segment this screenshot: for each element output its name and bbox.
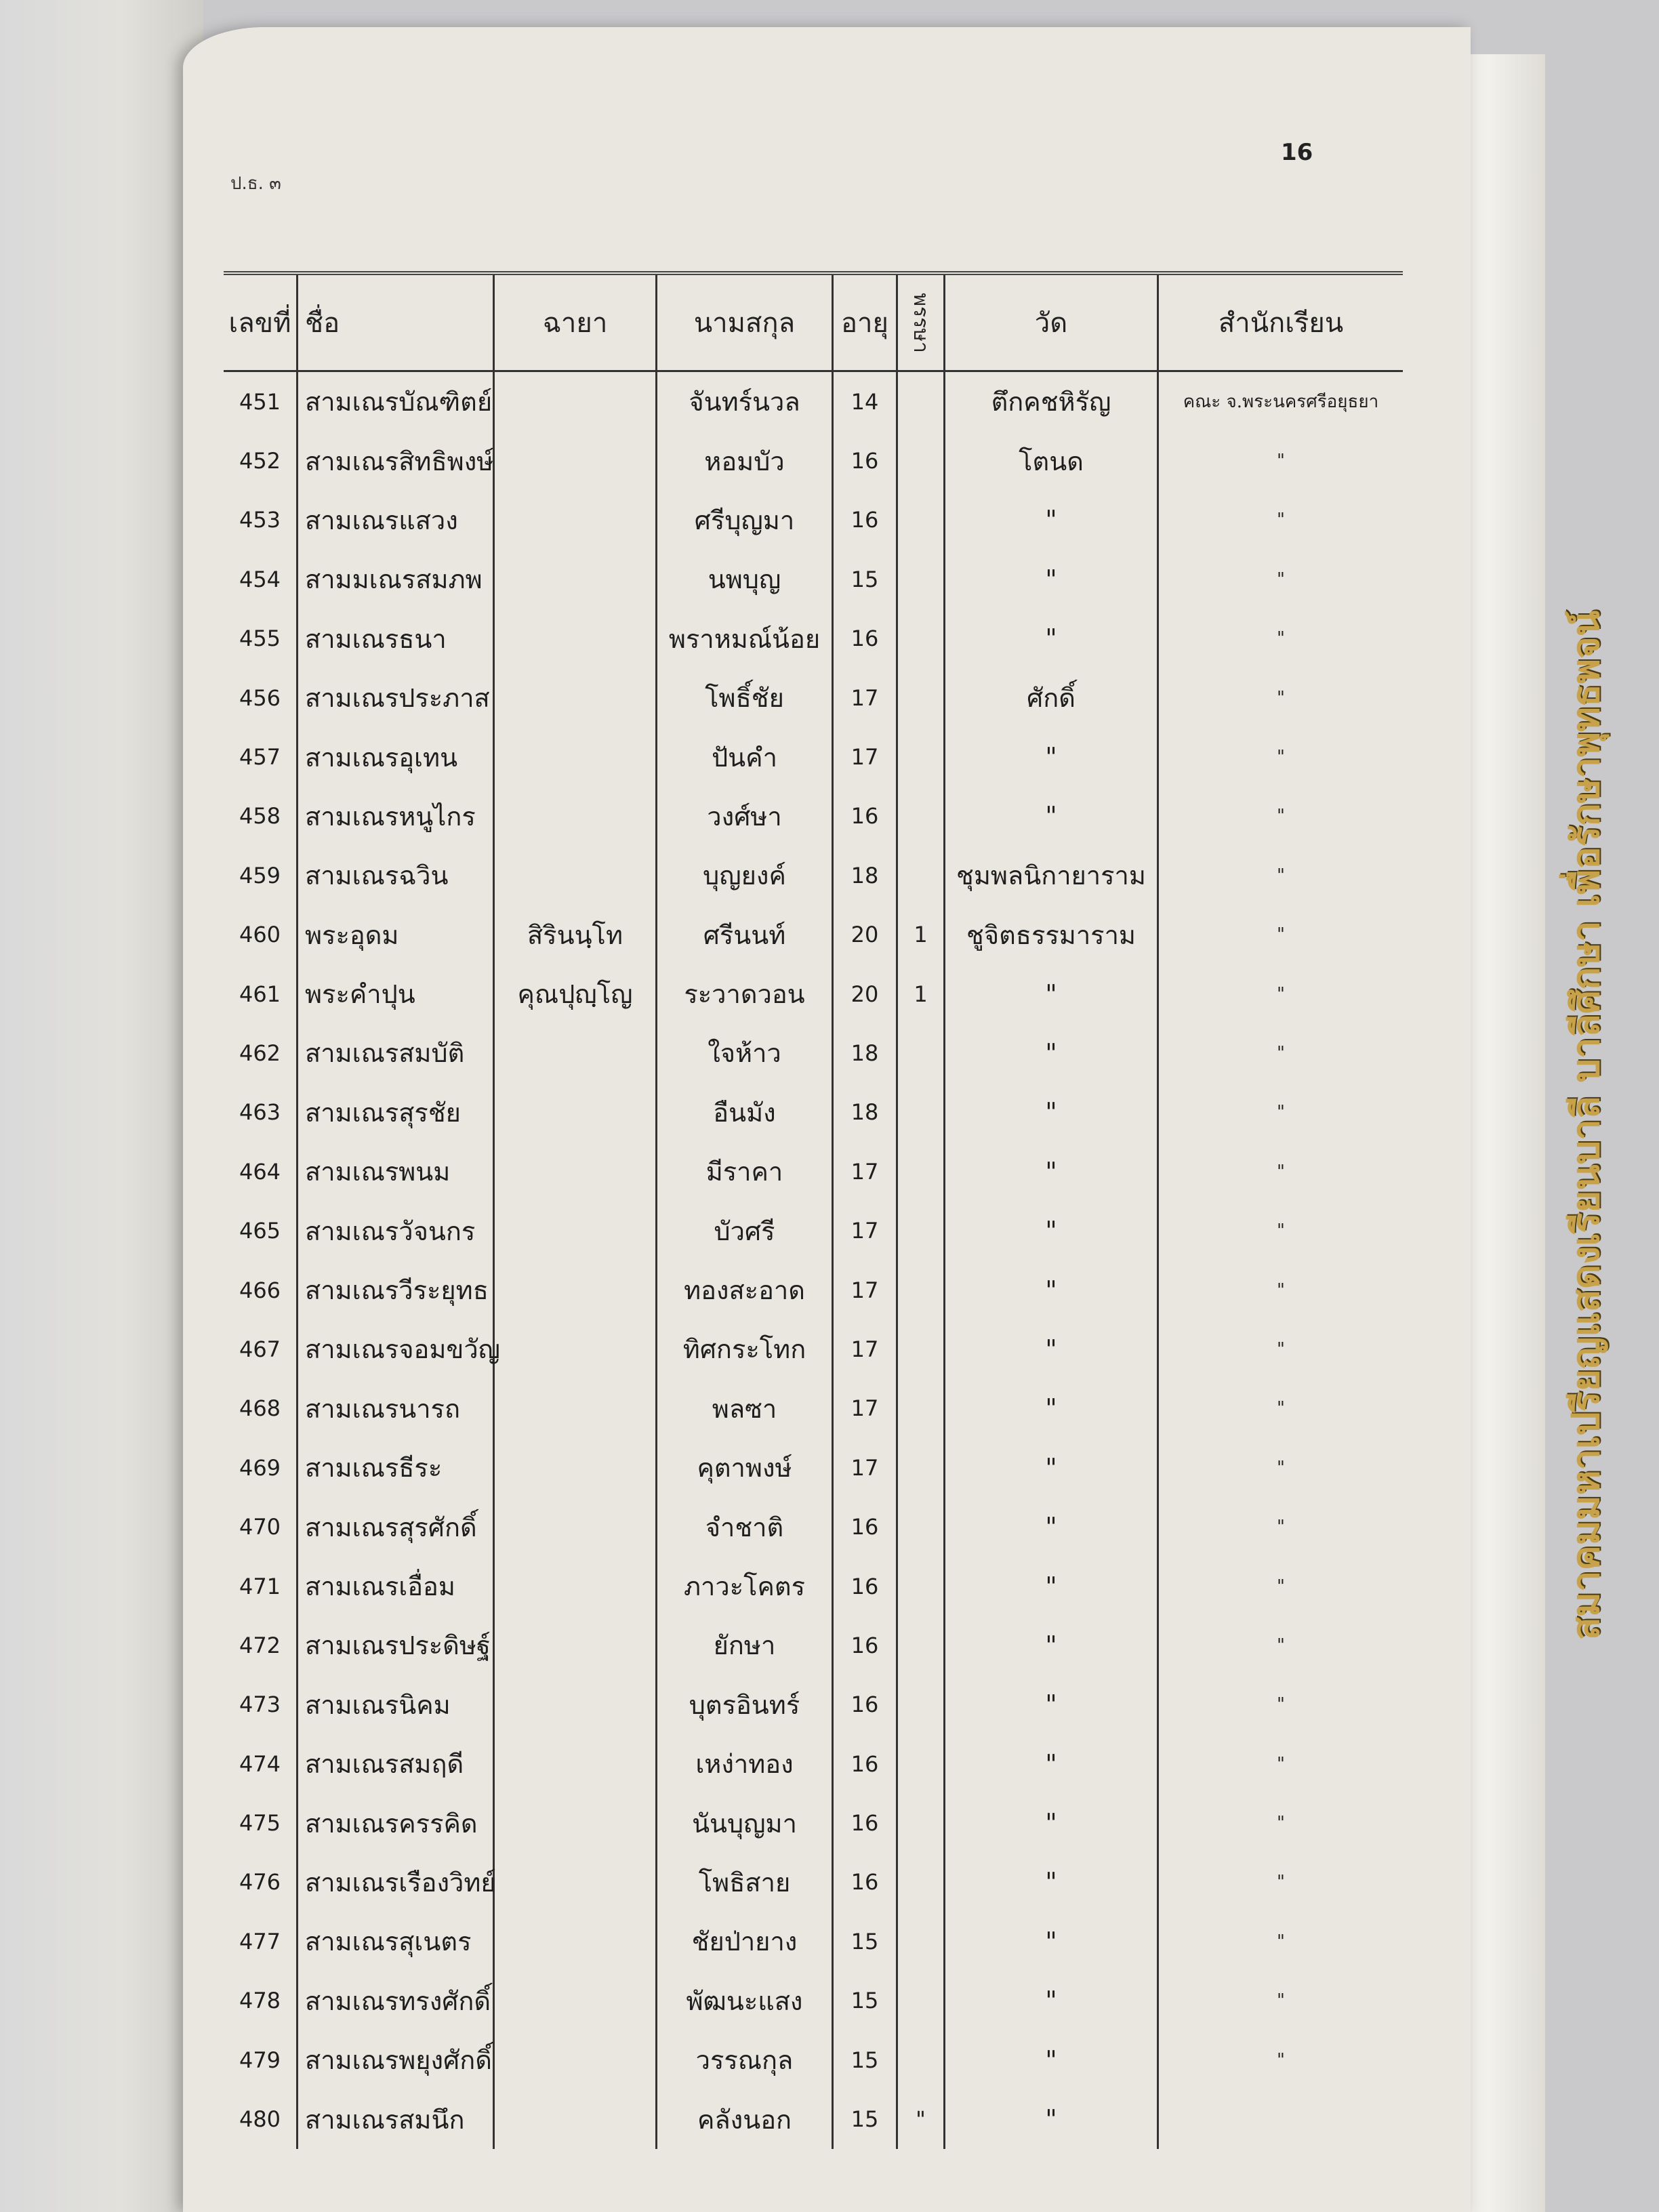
cell-wat: " bbox=[945, 2089, 1159, 2148]
cell-surname: คลังนอก bbox=[657, 2089, 834, 2148]
cell-surname: ระวาดวอน bbox=[657, 964, 834, 1023]
cell-pansa bbox=[898, 1793, 945, 1852]
cell-no: 471 bbox=[224, 1557, 298, 1616]
cell-name: สามเณรนิคม bbox=[298, 1675, 495, 1734]
watermark bbox=[1559, 447, 1613, 1803]
cell-name: สามเณรสมฤดี bbox=[298, 1734, 495, 1793]
cell-chaya bbox=[495, 1083, 657, 1142]
cell-chaya bbox=[495, 1379, 657, 1438]
cell-name: สามเณรนารถ bbox=[298, 1379, 495, 1438]
table-row bbox=[224, 1675, 1403, 1734]
cell-name: สามเณรสุเนตร bbox=[298, 1912, 495, 1971]
cell-school: " bbox=[1277, 1042, 1285, 1063]
cell-chaya bbox=[495, 1201, 657, 1260]
table-row bbox=[224, 846, 1403, 905]
cell-wat: " bbox=[945, 1557, 1159, 1616]
cell-age: 17 bbox=[834, 668, 898, 727]
cell-school: " bbox=[1277, 1694, 1285, 1715]
cell-school: " bbox=[1277, 1338, 1285, 1359]
cell-school: " bbox=[1277, 1576, 1285, 1597]
cell-name: สามเณรสิทธิพงษ์ bbox=[298, 431, 495, 490]
cell-pansa bbox=[898, 1261, 945, 1319]
cell-chaya bbox=[495, 1734, 657, 1793]
left-page bbox=[0, 0, 203, 2212]
table-row bbox=[224, 1083, 1403, 1142]
page-number: 16 bbox=[1281, 139, 1313, 166]
cell-surname: บุตรอินทร์ bbox=[657, 1675, 834, 1734]
cell-surname: ทิศกระโทก bbox=[657, 1319, 834, 1378]
cell-pansa bbox=[898, 1023, 945, 1082]
table-row bbox=[224, 1853, 1403, 1912]
cell-chaya bbox=[495, 846, 657, 905]
cell-chaya bbox=[495, 1912, 657, 1971]
cell-wat: " bbox=[945, 1201, 1159, 1260]
cell-no: 469 bbox=[224, 1438, 298, 1497]
cell-wat: " bbox=[945, 1438, 1159, 1497]
cell-no: 458 bbox=[224, 787, 298, 846]
cell-wat: " bbox=[945, 1023, 1159, 1082]
cell-pansa: 1 bbox=[898, 905, 945, 964]
cell-school: " bbox=[1277, 865, 1285, 886]
cell-age: 15 bbox=[834, 1912, 898, 1971]
cell-surname: จันทร์นวล bbox=[657, 372, 834, 431]
cell-wat: " bbox=[945, 1793, 1159, 1852]
cell-wat: " bbox=[945, 609, 1159, 668]
cell-no: 475 bbox=[224, 1793, 298, 1852]
table-row bbox=[224, 787, 1403, 846]
cell-name: สามเณรพยุงศักดิ์ bbox=[298, 2030, 495, 2089]
table-row bbox=[224, 1971, 1403, 2030]
cell-name: พระอุดม bbox=[298, 905, 495, 964]
cell-surname: ศรีบุญมา bbox=[657, 491, 834, 550]
cell-age: 16 bbox=[834, 1616, 898, 1675]
cell-wat: " bbox=[945, 1971, 1159, 2030]
cell-pansa bbox=[898, 431, 945, 490]
cell-wat: " bbox=[945, 1142, 1159, 1201]
cell-no: 455 bbox=[224, 609, 298, 668]
cell-chaya bbox=[495, 1261, 657, 1319]
cell-no: 463 bbox=[224, 1083, 298, 1142]
cell-age: 20 bbox=[834, 905, 898, 964]
header-no: เลขที่ bbox=[224, 275, 298, 370]
cell-chaya bbox=[495, 550, 657, 609]
table-row bbox=[224, 1142, 1403, 1201]
cell-pansa bbox=[898, 1734, 945, 1793]
cell-surname: ศรีนนท์ bbox=[657, 905, 834, 964]
cell-name: สามเณรประดิษฐ์ bbox=[298, 1616, 495, 1675]
cell-pansa bbox=[898, 1201, 945, 1260]
header-name: ชื่อ bbox=[298, 275, 495, 370]
cell-chaya bbox=[495, 668, 657, 727]
cell-wat: " bbox=[945, 1497, 1159, 1556]
cell-chaya bbox=[495, 1971, 657, 2030]
table-row bbox=[224, 431, 1403, 490]
cell-pansa bbox=[898, 846, 945, 905]
table-row bbox=[224, 1201, 1403, 1260]
cell-pansa bbox=[898, 1971, 945, 2030]
cell-pansa bbox=[898, 1379, 945, 1438]
cell-pansa bbox=[898, 372, 945, 431]
cell-age: 17 bbox=[834, 1261, 898, 1319]
cell-name: สามเณรสมนึก bbox=[298, 2089, 495, 2148]
header-chaya: ฉายา bbox=[495, 275, 657, 370]
cell-age: 16 bbox=[834, 1497, 898, 1556]
document-page bbox=[183, 27, 1471, 2212]
cell-wat: " bbox=[945, 1853, 1159, 1912]
cell-surname: มีราคา bbox=[657, 1142, 834, 1201]
cell-wat: ชูจิตธรรมาราม bbox=[945, 905, 1159, 964]
header-pansa bbox=[898, 275, 945, 370]
cell-pansa bbox=[898, 787, 945, 846]
cell-wat: " bbox=[945, 1616, 1159, 1675]
cell-school: " bbox=[1277, 510, 1285, 531]
cell-no: 468 bbox=[224, 1379, 298, 1438]
cell-age: 18 bbox=[834, 1083, 898, 1142]
cell-age: 16 bbox=[834, 1675, 898, 1734]
cell-age: 17 bbox=[834, 1379, 898, 1438]
cell-chaya bbox=[495, 491, 657, 550]
cell-wat: " bbox=[945, 491, 1159, 550]
cell-name: สามเณรประภาส bbox=[298, 668, 495, 727]
cell-age: 15 bbox=[834, 1971, 898, 2030]
watermark-text: สมาคมมหาเปรียญแสดงเรียนบาลี บาลีศึกษา เพื่อรักษาพุทธพจน์ bbox=[1563, 610, 1609, 1640]
cell-surname: ภาวะโคตร bbox=[657, 1557, 834, 1616]
cell-surname: อืนมัง bbox=[657, 1083, 834, 1142]
cell-pansa: " bbox=[898, 2089, 945, 2148]
cell-surname: พลซา bbox=[657, 1379, 834, 1438]
cell-no: 477 bbox=[224, 1912, 298, 1971]
header-surname: นามสกุล bbox=[657, 275, 834, 370]
corner-label: ป.ธ. ๓ bbox=[230, 173, 281, 194]
cell-no: 474 bbox=[224, 1734, 298, 1793]
cell-wat: " bbox=[945, 787, 1159, 846]
header-age: อายุ bbox=[834, 275, 898, 370]
cell-chaya bbox=[495, 431, 657, 490]
cell-surname: บัวศรี bbox=[657, 1201, 834, 1260]
table-body bbox=[224, 372, 1403, 2149]
cell-name: สามเณรเรืองวิทย์ bbox=[298, 1853, 495, 1912]
cell-surname: ปันคำ bbox=[657, 727, 834, 786]
cell-no: 453 bbox=[224, 491, 298, 550]
cell-pansa bbox=[898, 1497, 945, 1556]
table-row bbox=[224, 372, 1403, 431]
cell-chaya bbox=[495, 2089, 657, 2148]
cell-surname: ทองสะอาด bbox=[657, 1261, 834, 1319]
cell-name: สามเณรฉวิน bbox=[298, 846, 495, 905]
cell-age: 16 bbox=[834, 431, 898, 490]
header-wat: วัด bbox=[945, 275, 1159, 370]
cell-age: 15 bbox=[834, 550, 898, 609]
cell-name: สามเณรวีระยุทธ bbox=[298, 1261, 495, 1319]
cell-name: สามเณรสุรศักดิ์ bbox=[298, 1497, 495, 1556]
cell-no: 459 bbox=[224, 846, 298, 905]
cell-chaya bbox=[495, 2030, 657, 2089]
cell-chaya: คุณปุญฺโญ bbox=[495, 964, 657, 1023]
cell-age: 16 bbox=[834, 491, 898, 550]
table-row bbox=[224, 1912, 1403, 1971]
cell-school: " bbox=[1277, 1635, 1285, 1656]
table-row bbox=[224, 1734, 1403, 1793]
cell-pansa bbox=[898, 727, 945, 786]
cell-age: 17 bbox=[834, 727, 898, 786]
cell-pansa bbox=[898, 1083, 945, 1142]
cell-pansa bbox=[898, 668, 945, 727]
cell-wat: ตึกคชหิรัญ bbox=[945, 372, 1159, 431]
cell-school: " bbox=[1277, 747, 1285, 768]
cell-school: คณะ จ.พระนครศรีอยุธยา bbox=[1183, 392, 1379, 413]
table-header bbox=[224, 275, 1403, 372]
cell-surname: หอมบัว bbox=[657, 431, 834, 490]
cell-name: สามเณรวัจนกร bbox=[298, 1201, 495, 1260]
cell-school: " bbox=[1277, 1931, 1285, 1952]
cell-pansa bbox=[898, 491, 945, 550]
table-row bbox=[224, 491, 1403, 550]
cell-age: 15 bbox=[834, 2089, 898, 2148]
cell-chaya bbox=[495, 1853, 657, 1912]
table-row bbox=[224, 1616, 1403, 1675]
cell-age: 16 bbox=[834, 609, 898, 668]
cell-chaya bbox=[495, 1616, 657, 1675]
cell-name: พระคำปุน bbox=[298, 964, 495, 1023]
cell-name: สามเณรครรคิด bbox=[298, 1793, 495, 1852]
cell-surname: ยักษา bbox=[657, 1616, 834, 1675]
cell-no: 457 bbox=[224, 727, 298, 786]
cell-pansa bbox=[898, 550, 945, 609]
cell-pansa bbox=[898, 1438, 945, 1497]
cell-school: " bbox=[1277, 924, 1285, 945]
cell-name: สามเณรสมบัติ bbox=[298, 1023, 495, 1082]
cell-name: สามเณรแสวง bbox=[298, 491, 495, 550]
cell-no: 461 bbox=[224, 964, 298, 1023]
cell-wat: " bbox=[945, 727, 1159, 786]
cell-age: 16 bbox=[834, 1734, 898, 1793]
cell-name: สามเณรธนา bbox=[298, 609, 495, 668]
cell-wat: " bbox=[945, 1734, 1159, 1793]
cell-pansa bbox=[898, 1912, 945, 1971]
cell-no: 480 bbox=[224, 2089, 298, 2148]
cell-wat: " bbox=[945, 550, 1159, 609]
cell-age: 18 bbox=[834, 846, 898, 905]
cell-surname: เหง่าทอง bbox=[657, 1734, 834, 1793]
table-row bbox=[224, 964, 1403, 1023]
cell-chaya bbox=[495, 727, 657, 786]
cell-school: " bbox=[1277, 687, 1285, 708]
table-row bbox=[224, 1261, 1403, 1319]
cell-pansa: 1 bbox=[898, 964, 945, 1023]
cell-chaya bbox=[495, 1438, 657, 1497]
cell-surname: นันบุญมา bbox=[657, 1793, 834, 1852]
cell-surname: บุญยงค์ bbox=[657, 846, 834, 905]
cell-surname: ชัยป่ายาง bbox=[657, 1912, 834, 1971]
table-row bbox=[224, 550, 1403, 609]
cell-name: สามเณรสุรชัย bbox=[298, 1083, 495, 1142]
cell-age: 17 bbox=[834, 1142, 898, 1201]
cell-age: 16 bbox=[834, 1853, 898, 1912]
cell-no: 465 bbox=[224, 1201, 298, 1260]
table-row bbox=[224, 1438, 1403, 1497]
cell-chaya bbox=[495, 1497, 657, 1556]
cell-school: " bbox=[1277, 1161, 1285, 1182]
student-table bbox=[224, 271, 1403, 2149]
cell-chaya bbox=[495, 1142, 657, 1201]
cell-name: สามเณรจอมขวัญ bbox=[298, 1319, 495, 1378]
table-row bbox=[224, 1023, 1403, 1082]
table-row bbox=[224, 1379, 1403, 1438]
cell-school: " bbox=[1277, 451, 1285, 472]
cell-school: " bbox=[1277, 1872, 1285, 1893]
cell-school: " bbox=[1277, 1517, 1285, 1538]
cell-no: 456 bbox=[224, 668, 298, 727]
table-row bbox=[224, 2089, 1403, 2148]
cell-no: 472 bbox=[224, 1616, 298, 1675]
cell-wat: " bbox=[945, 1675, 1159, 1734]
cell-no: 460 bbox=[224, 905, 298, 964]
cell-school: " bbox=[1277, 1102, 1285, 1123]
cell-surname: พราหมณ์น้อย bbox=[657, 609, 834, 668]
cell-age: 16 bbox=[834, 787, 898, 846]
cell-pansa bbox=[898, 1853, 945, 1912]
cell-name: สามเณรบัณฑิตย์ bbox=[298, 372, 495, 431]
cell-no: 470 bbox=[224, 1497, 298, 1556]
cell-school: " bbox=[1277, 1990, 1285, 2011]
cell-wat: " bbox=[945, 1083, 1159, 1142]
table-row bbox=[224, 668, 1403, 727]
cell-no: 466 bbox=[224, 1261, 298, 1319]
cell-no: 478 bbox=[224, 1971, 298, 2030]
cell-chaya bbox=[495, 1319, 657, 1378]
cell-no: 454 bbox=[224, 550, 298, 609]
cell-name: สามเณรทรงศักดิ์ bbox=[298, 1971, 495, 2030]
cell-school: " bbox=[1277, 2049, 1285, 2070]
table-row bbox=[224, 1793, 1403, 1852]
cell-school: " bbox=[1277, 1398, 1285, 1419]
cell-age: 17 bbox=[834, 1201, 898, 1260]
table-row bbox=[224, 2030, 1403, 2089]
table-row bbox=[224, 727, 1403, 786]
cell-wat: โตนด bbox=[945, 431, 1159, 490]
cell-chaya bbox=[495, 787, 657, 846]
cell-wat: " bbox=[945, 1912, 1159, 1971]
cell-no: 452 bbox=[224, 431, 298, 490]
cell-surname: วงศ์ษา bbox=[657, 787, 834, 846]
cell-age: 18 bbox=[834, 1023, 898, 1082]
cell-pansa bbox=[898, 1675, 945, 1734]
cell-surname: พัฒนะแสง bbox=[657, 1971, 834, 2030]
cell-chaya bbox=[495, 1675, 657, 1734]
cell-surname: วรรณกุล bbox=[657, 2030, 834, 2089]
table-row bbox=[224, 1319, 1403, 1378]
cell-school: " bbox=[1277, 1457, 1285, 1478]
cell-pansa bbox=[898, 1142, 945, 1201]
cell-surname: โพธิ์ชัย bbox=[657, 668, 834, 727]
cell-chaya bbox=[495, 609, 657, 668]
cell-chaya bbox=[495, 1557, 657, 1616]
cell-age: 17 bbox=[834, 1438, 898, 1497]
cell-no: 479 bbox=[224, 2030, 298, 2089]
cell-pansa bbox=[898, 1319, 945, 1378]
cell-surname: ใจห้าว bbox=[657, 1023, 834, 1082]
cell-school: " bbox=[1277, 569, 1285, 590]
cell-age: 16 bbox=[834, 1557, 898, 1616]
cell-wat: " bbox=[945, 2030, 1159, 2089]
cell-pansa bbox=[898, 1557, 945, 1616]
cell-surname: คุตาพงษ์ bbox=[657, 1438, 834, 1497]
cell-school: " bbox=[1277, 1813, 1285, 1834]
cell-chaya bbox=[495, 1793, 657, 1852]
cell-wat: " bbox=[945, 964, 1159, 1023]
cell-wat: ศักดิ์ bbox=[945, 668, 1159, 727]
table-row bbox=[224, 905, 1403, 964]
cell-no: 473 bbox=[224, 1675, 298, 1734]
cell-no: 464 bbox=[224, 1142, 298, 1201]
cell-age: 15 bbox=[834, 2030, 898, 2089]
cell-school: " bbox=[1277, 628, 1285, 649]
cell-school: " bbox=[1277, 1753, 1285, 1774]
cell-name: สามเณรพนม bbox=[298, 1142, 495, 1201]
cell-surname: โพธิสาย bbox=[657, 1853, 834, 1912]
cell-pansa bbox=[898, 2030, 945, 2089]
cell-wat: " bbox=[945, 1261, 1159, 1319]
cell-school: " bbox=[1277, 1221, 1285, 1242]
cell-no: 462 bbox=[224, 1023, 298, 1082]
cell-chaya bbox=[495, 372, 657, 431]
cell-name: สามมเณรสมภพ bbox=[298, 550, 495, 609]
cell-no: 467 bbox=[224, 1319, 298, 1378]
cell-school: " bbox=[1277, 983, 1285, 1004]
cell-pansa bbox=[898, 609, 945, 668]
cell-wat: ชุมพลนิกายาราม bbox=[945, 846, 1159, 905]
cell-age: 16 bbox=[834, 1793, 898, 1852]
cell-surname: นพบุญ bbox=[657, 550, 834, 609]
cell-chaya: สิรินนฺโท bbox=[495, 905, 657, 964]
cell-name: สามเณรอุเทน bbox=[298, 727, 495, 786]
cell-name: สามเณรธีระ bbox=[298, 1438, 495, 1497]
cell-name: สามเณรหนูไกร bbox=[298, 787, 495, 846]
cell-school: " bbox=[1277, 806, 1285, 827]
table-row bbox=[224, 609, 1403, 668]
cell-surname: จำชาติ bbox=[657, 1497, 834, 1556]
cell-pansa bbox=[898, 1616, 945, 1675]
table-row bbox=[224, 1557, 1403, 1616]
header-pansa-text: พรรษา bbox=[909, 292, 933, 353]
cell-chaya bbox=[495, 1023, 657, 1082]
cell-wat: " bbox=[945, 1319, 1159, 1378]
cell-wat: " bbox=[945, 1379, 1159, 1438]
header-school: สำนักเรียน bbox=[1218, 308, 1344, 339]
cell-age: 14 bbox=[834, 372, 898, 431]
cell-name: สามเณรเอื่อม bbox=[298, 1557, 495, 1616]
cell-school: " bbox=[1277, 1279, 1285, 1300]
table-row bbox=[224, 1497, 1403, 1556]
cell-age: 20 bbox=[834, 964, 898, 1023]
cell-no: 451 bbox=[224, 372, 298, 431]
cell-age: 17 bbox=[834, 1319, 898, 1378]
cell-no: 476 bbox=[224, 1853, 298, 1912]
cell-school bbox=[1159, 2089, 1403, 2148]
